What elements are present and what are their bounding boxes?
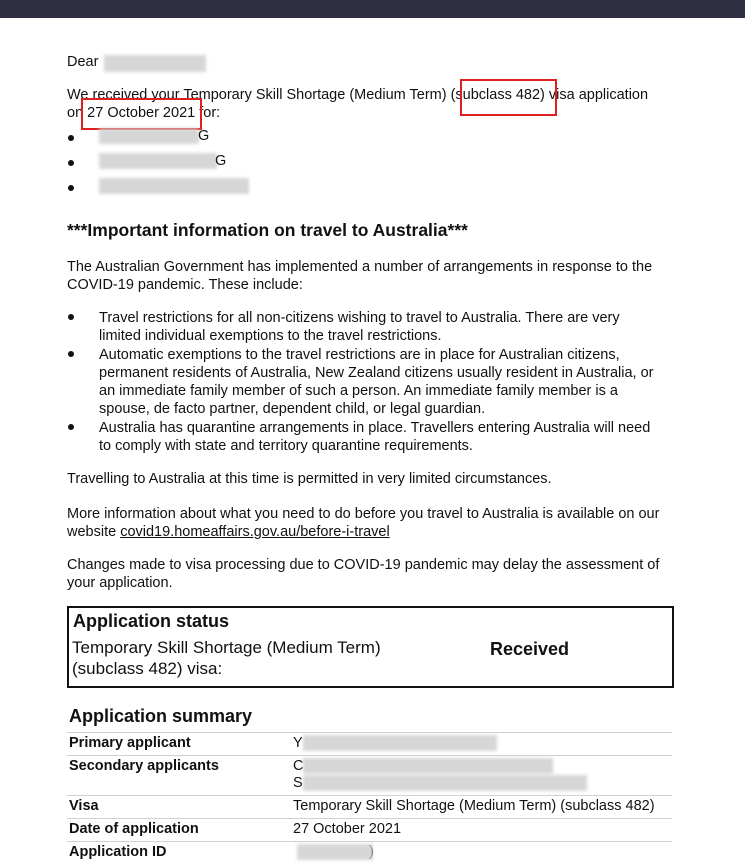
info-text: More information about what you need to do before you travel to Australia is available on our website xyxy=(67,506,660,540)
travel-bullet: Travel restrictions for all non-citizens wishing to travel to Australia. There are very limited individual exemptions to the travel restrictions. xyxy=(99,310,620,344)
row-value: 27 October 2021 xyxy=(293,821,402,837)
table-row xyxy=(67,732,672,755)
summary-title: Application summary xyxy=(69,706,253,726)
intro-for: for: xyxy=(199,105,221,121)
highlight-subclass xyxy=(460,79,557,116)
row-label: Visa xyxy=(69,798,99,814)
redacted-applicant xyxy=(99,153,217,169)
row-label: Application ID xyxy=(69,844,167,860)
paragraph-changes: Changes made to visa processing due to COVID-19 pandemic may delay the assessment of your application. xyxy=(67,557,660,591)
bullet-dot xyxy=(68,160,74,166)
redacted-applicant xyxy=(99,128,199,144)
bullet-dot xyxy=(68,424,74,430)
applicant-fragment: G xyxy=(198,128,210,144)
intro-line-1: We received your Temporary Skill Shortage (Medium Term) (subclass 482) visa application xyxy=(67,87,649,103)
redacted-value xyxy=(303,758,553,774)
bullet-dot xyxy=(68,314,74,320)
bullet-dot xyxy=(68,185,74,191)
table-row xyxy=(67,755,672,796)
row-value: Temporary Skill Shortage (Medium Term) (subclass 482) xyxy=(293,798,655,814)
redacted-name xyxy=(104,55,206,72)
table-row xyxy=(67,841,672,864)
intro-on: on xyxy=(67,105,84,121)
travel-bullet: Australia has quarantine arrangements in place. Travellers entering Australia will need to comply with state and territory quarantine requirements. xyxy=(99,420,651,454)
table-row xyxy=(67,795,672,818)
intro-date: 27 October 2021 xyxy=(87,105,196,121)
important-heading: ***Important information on travel to Australia*** xyxy=(67,220,468,240)
row-label: Primary applicant xyxy=(69,735,191,751)
row-value: C S xyxy=(293,758,304,791)
status-badge: Received xyxy=(490,639,570,659)
status-title: Application status xyxy=(73,611,230,631)
application-status-box xyxy=(67,606,674,688)
row-value: Y xyxy=(293,735,303,751)
highlight-date xyxy=(81,98,202,130)
travel-bullet: Automatic exemptions to the travel restrictions are in place for Australian citizens, permanent residents of Australia, New Zealand citizens usually resident in Australia, or an immediate family member of such a person. An immediate family member is a spouse, de facto partner, dependent child, or legal guardian. xyxy=(99,347,654,417)
redacted-value xyxy=(297,844,373,860)
top-bar xyxy=(0,0,745,18)
row-label: Date of application xyxy=(69,821,199,837)
row-label: Secondary applicants xyxy=(69,758,219,774)
paragraph-travel: Travelling to Australia at this time is permitted in very limited circumstances. xyxy=(67,471,552,487)
paragraph-info xyxy=(67,505,673,541)
redacted-value xyxy=(303,775,587,791)
covid-info-link[interactable]: covid19.homeaffairs.gov.au/before-i-travel xyxy=(120,524,390,540)
redacted-applicant xyxy=(99,178,249,194)
redacted-value xyxy=(303,735,497,751)
table-row xyxy=(67,818,672,841)
greeting: Dear xyxy=(67,54,99,70)
paragraph-intro: The Australian Government has implemented a number of arrangements in response to the COVID-19 pandemic. These include: xyxy=(67,259,653,293)
applicant-fragment: G xyxy=(215,153,227,169)
status-visa-text: Temporary Skill Shortage (Medium Term) (subclass 482) visa: xyxy=(72,638,381,678)
bullet-dot xyxy=(68,351,74,357)
bullet-dot xyxy=(68,135,74,141)
